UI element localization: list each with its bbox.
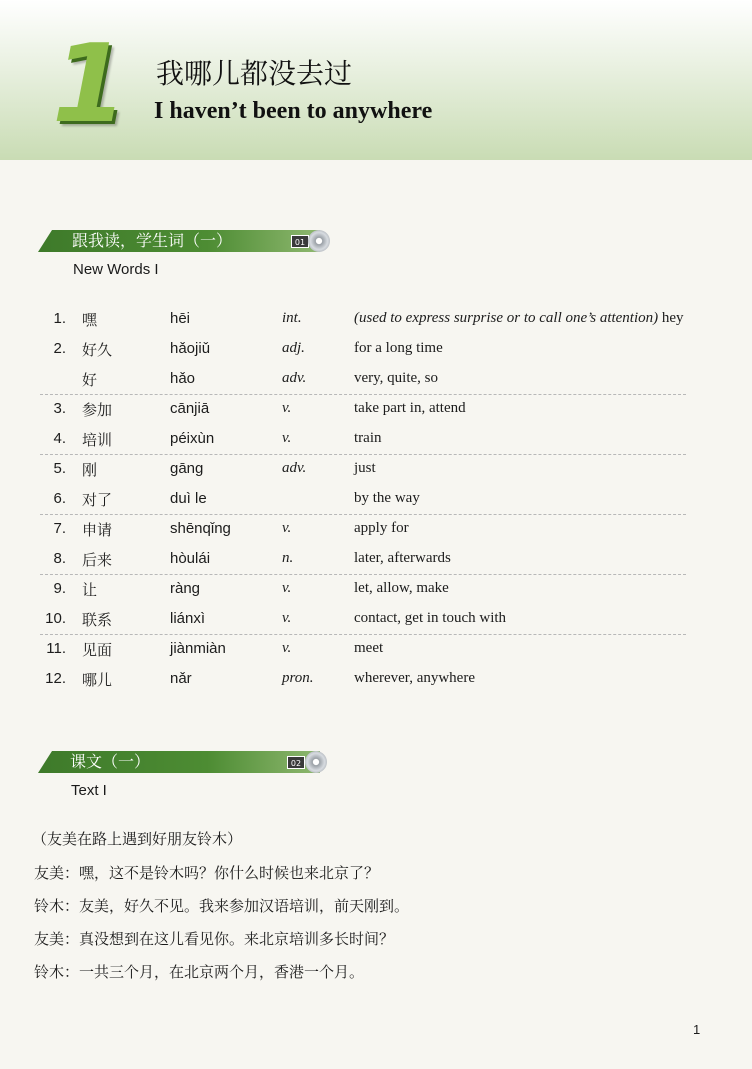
vocab-row (40, 364, 686, 395)
vocab-pinyin: liánxì (170, 610, 206, 627)
vocab-number: 7. (53, 520, 66, 537)
vocab-row (40, 334, 686, 364)
vocab-english: wherever, anywhere (354, 670, 475, 686)
vocab-english: later, afterwards (354, 550, 451, 566)
vocab-number: 9. (53, 580, 66, 597)
vocab-hanzi: 让 (82, 581, 98, 599)
vocab-pos: v. (282, 400, 292, 416)
vocab-row (40, 544, 686, 575)
vocab-hanzi: 见面 (82, 641, 113, 659)
vocab-english: apply for (354, 520, 409, 536)
audio-cd-icon[interactable] (305, 751, 327, 773)
vocab-hanzi: 好 (82, 371, 98, 389)
vocab-number: 8. (53, 550, 66, 567)
vocab-pos: pron. (282, 670, 314, 686)
vocab-english: meet (354, 640, 384, 656)
vocab-pinyin: hòulái (170, 550, 211, 567)
vocab-hanzi: 后来 (82, 551, 113, 569)
vocab-english-note: (used to express surprise or to call one’s attention) (354, 310, 659, 326)
vocab-pinyin: nǎr (170, 670, 192, 687)
vocab-pos: n. (282, 550, 294, 566)
vocab-pinyin: hēi (170, 310, 191, 327)
vocab-english: let, allow, make (354, 580, 449, 596)
vocab-pos: adv. (282, 370, 307, 386)
vocab-pos: v. (282, 430, 292, 446)
vocab-hanzi: 哪儿 (82, 671, 113, 689)
vocab-hanzi: 参加 (82, 401, 113, 419)
vocab-number: 6. (53, 490, 66, 507)
vocab-number: 3. (53, 400, 66, 417)
vocab-pinyin: gāng (170, 460, 204, 477)
vocab-english: contact, get in touch with (354, 610, 507, 626)
vocab-row (40, 394, 686, 424)
vocab-row (40, 514, 686, 544)
dialogue-line: 友美：真没想到在这儿看见你。来北京培训多长时间？ (34, 930, 395, 948)
section-subtitle-new-words: New Words I (73, 261, 159, 278)
vocab-row (40, 634, 686, 664)
vocab-english: train (354, 430, 382, 446)
vocab-english (354, 310, 684, 327)
audio-cd-icon[interactable] (308, 230, 330, 252)
vocab-pos: v. (282, 580, 292, 596)
vocab-pinyin: ràng (170, 580, 201, 597)
lesson-title-english: I haven’t been to anywhere (154, 98, 433, 124)
vocab-hanzi: 好久 (82, 341, 113, 359)
vocab-number: 5. (53, 460, 66, 477)
vocab-english-gloss: hey (658, 310, 684, 326)
dialogue-line: 铃木：一共三个月，在北京两个月，香港一个月。 (34, 963, 365, 981)
vocab-number: 10. (45, 610, 66, 627)
vocab-hanzi: 对了 (82, 491, 113, 509)
vocab-number: 1. (53, 310, 66, 327)
vocab-row (40, 574, 686, 604)
vocab-english: take part in, attend (354, 400, 466, 416)
vocab-pos: v. (282, 610, 292, 626)
page-number: 1 (693, 1022, 701, 1037)
vocab-row (40, 304, 686, 334)
vocab-number: 2. (53, 340, 66, 357)
lesson-title-chinese: 我哪儿都没去过 (156, 57, 353, 90)
lesson-number: 1 (52, 22, 128, 147)
vocab-hanzi: 培训 (82, 431, 113, 449)
section-label-text: 课文（一） (70, 752, 151, 771)
section-label-new-words: 跟我读，学生词（一） (72, 231, 233, 250)
vocab-pinyin: hǎojiǔ (170, 340, 211, 357)
vocab-pinyin: cānjiā (170, 400, 210, 417)
vocab-hanzi: 嘿 (82, 311, 98, 329)
vocab-pos: adv. (282, 460, 307, 476)
vocab-number: 4. (53, 430, 66, 447)
vocab-row (40, 424, 686, 455)
audio-track-badge: 01 (291, 235, 309, 248)
vocab-pos: adj. (282, 340, 305, 356)
vocab-hanzi: 联系 (82, 611, 113, 629)
vocab-pinyin: péixùn (170, 430, 215, 447)
audio-track-badge: 02 (287, 756, 305, 769)
vocab-row (40, 664, 686, 694)
vocab-pinyin: hǎo (170, 370, 196, 387)
dialogue-line: 铃木：友美，好久不见。我来参加汉语培训，前天刚到。 (34, 897, 410, 915)
vocab-pinyin: duì le (170, 490, 207, 507)
vocab-pos: v. (282, 520, 292, 536)
vocab-row (40, 454, 686, 484)
vocab-number: 11. (46, 640, 66, 657)
vocab-number: 12. (45, 670, 66, 687)
dialogue-scene: （友美在路上遇到好朋友铃木） (32, 830, 243, 848)
vocab-row (40, 604, 686, 635)
vocab-english: just (354, 460, 376, 476)
section-subtitle-text: Text I (71, 782, 107, 799)
vocab-pinyin: shēnqǐng (170, 520, 231, 537)
vocab-row (40, 484, 686, 515)
vocab-pos: int. (282, 310, 302, 326)
vocab-pos: v. (282, 640, 292, 656)
dialogue-line: 友美：嘿，这不是铃木吗？你什么时候也来北京了？ (34, 864, 380, 882)
vocab-hanzi: 申请 (82, 521, 113, 539)
vocab-english: for a long time (354, 340, 443, 356)
vocab-english: very, quite, so (354, 370, 439, 386)
vocab-pinyin: jiànmiàn (170, 640, 226, 657)
vocab-english: by the way (354, 490, 420, 506)
vocab-hanzi: 刚 (82, 461, 98, 479)
